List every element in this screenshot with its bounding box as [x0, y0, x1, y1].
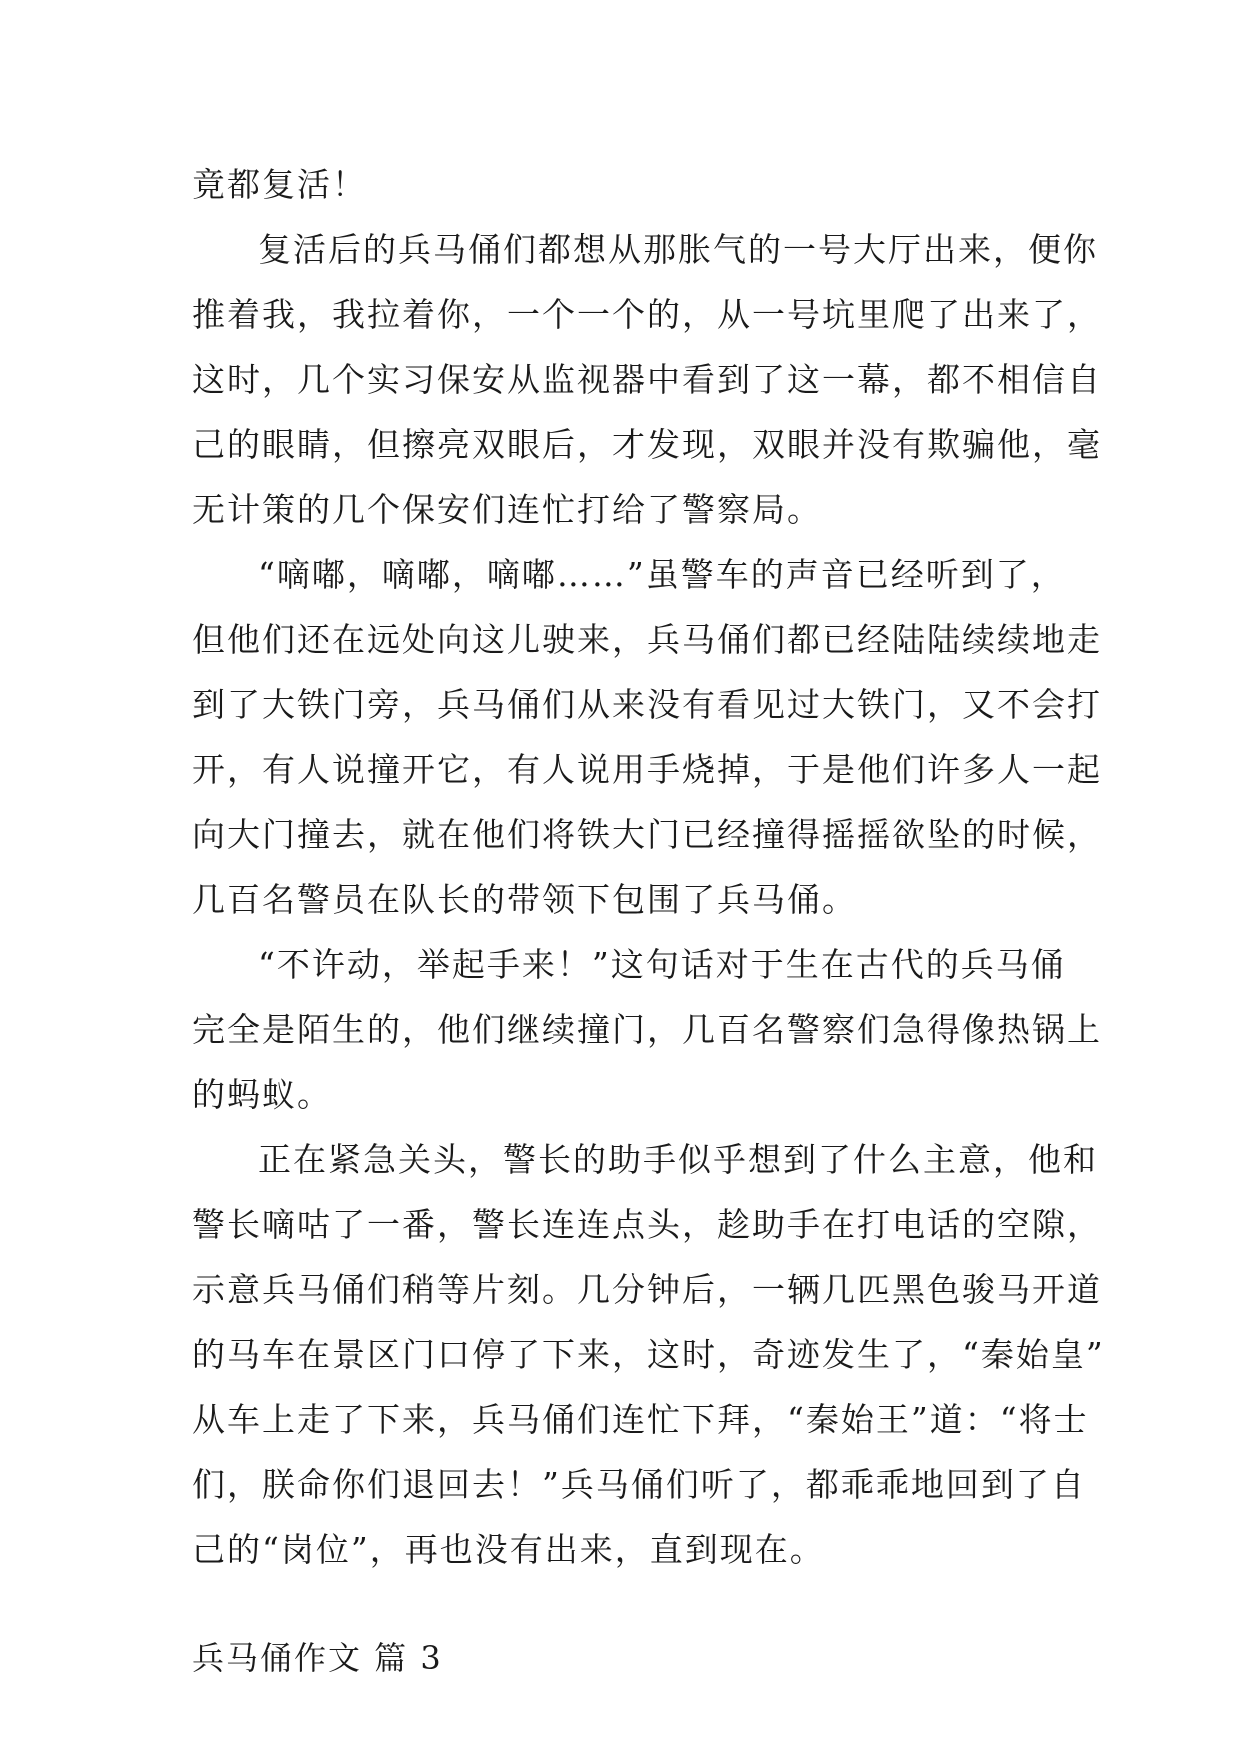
text-line: 竟都复活！ [192, 165, 367, 204]
text-line: 无计策的几个保安们连忙打给了警察局。 [192, 490, 822, 529]
section-heading: 兵马俑作文 篇 3 [192, 1639, 443, 1677]
paragraph-first-line: 复活后的兵马俑们都想从那胀气的一号大厅出来，便你 [258, 230, 1098, 269]
text-line: 的马车在景区门口停了下来，这时，奇迹发生了，“秦始皇” [192, 1335, 1105, 1374]
paragraph-first-line: “嘀嘟，嘀嘟，嘀嘟……”虽警车的声音已经听到了， [258, 555, 1066, 594]
text-line: 己的眼睛，但擦亮双眼后，才发现，双眼并没有欺骗他，毫 [192, 425, 1102, 464]
text-line: 几百名警员在队长的带领下包围了兵马俑。 [192, 880, 857, 919]
text-line: 们，朕命你们退回去！”兵马俑们听了，都乖乖地回到了自 [192, 1465, 1086, 1504]
text-line: 示意兵马俑们稍等片刻。几分钟后，一辆几匹黑色骏马开道 [192, 1270, 1102, 1309]
text-line: 从车上走了下来，兵马俑们连忙下拜，“秦始王”道：“将士 [192, 1400, 1089, 1439]
text-line: 但他们还在远处向这儿驶来，兵马俑们都已经陆陆续续地走 [192, 620, 1102, 659]
text-line: 向大门撞去，就在他们将铁大门已经撞得摇摇欲坠的时候， [192, 815, 1102, 854]
paragraph-first-line: 正在紧急关头，警长的助手似乎想到了什么主意，他和 [258, 1140, 1098, 1179]
text-line: 这时，几个实习保安从监视器中看到了这一幕，都不相信自 [192, 360, 1102, 399]
text-line: 到了大铁门旁，兵马俑们从来没有看见过大铁门，又不会打 [192, 685, 1102, 724]
text-line: 开，有人说撞开它，有人说用手烧掉，于是他们许多人一起 [192, 750, 1102, 789]
text-line: 己的“岗位”，再也没有出来，直到现在。 [192, 1530, 825, 1569]
text-line: 推着我，我拉着你，一个一个的，从一号坑里爬了出来了， [192, 295, 1102, 334]
text-line: 的蚂蚁。 [192, 1075, 332, 1114]
text-line: 警长嘀咕了一番，警长连连点头，趁助手在打电话的空隙， [192, 1205, 1102, 1244]
text-line: 完全是陌生的，他们继续撞门，几百名警察们急得像热锅上 [192, 1010, 1102, 1049]
paragraph-first-line: “不许动，举起手来！”这句话对于生在古代的兵马俑 [258, 945, 1066, 984]
